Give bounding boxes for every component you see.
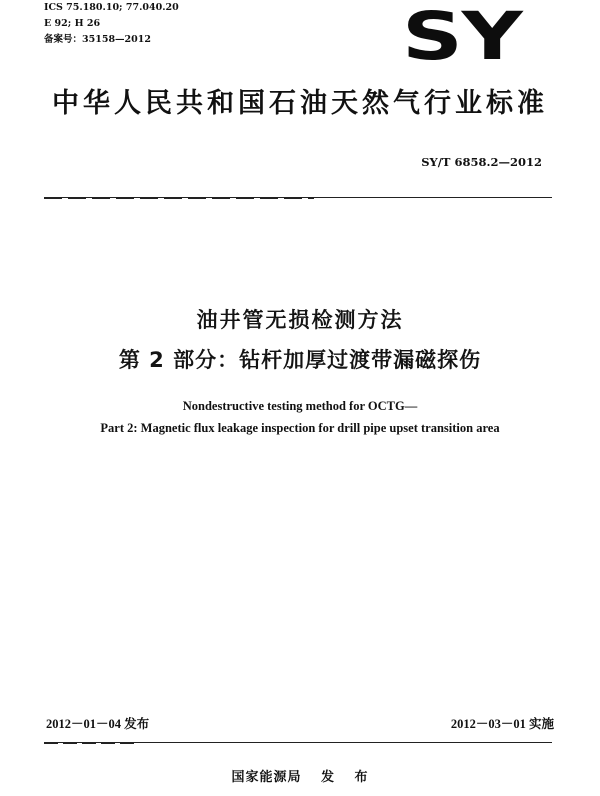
record-number: 备案号：35158—2012: [44, 34, 151, 45]
sy-logo: SY: [402, 0, 522, 75]
title-en-line1: Nondestructive testing method for OCTG—: [182, 399, 418, 413]
publish-date: 2012－01－04 发布: [46, 717, 150, 731]
title-en-line2: Part 2: Magnetic flux leakage inspection for drill pipe upset transition area: [100, 421, 500, 435]
organization-title: 中华人民共和国石油天然气行业标准: [52, 88, 548, 119]
title-cn-line2: 第 2 部分：钻杆加厚过渡带漏磁探伤: [118, 348, 482, 372]
title-cn-line1: 油井管无损检测方法: [196, 308, 404, 332]
ics-code: ICS 75.180.10; 77.040.20: [44, 2, 179, 13]
issuer: 国家能源局 发 布: [231, 770, 369, 785]
implement-date: 2012－03－01 实施: [450, 717, 554, 731]
standard-code: SY/T 6858.2—2012: [421, 155, 542, 169]
classification-code: E 92; H 26: [44, 18, 101, 29]
top-divider: [44, 197, 552, 198]
bottom-divider: [44, 742, 552, 743]
